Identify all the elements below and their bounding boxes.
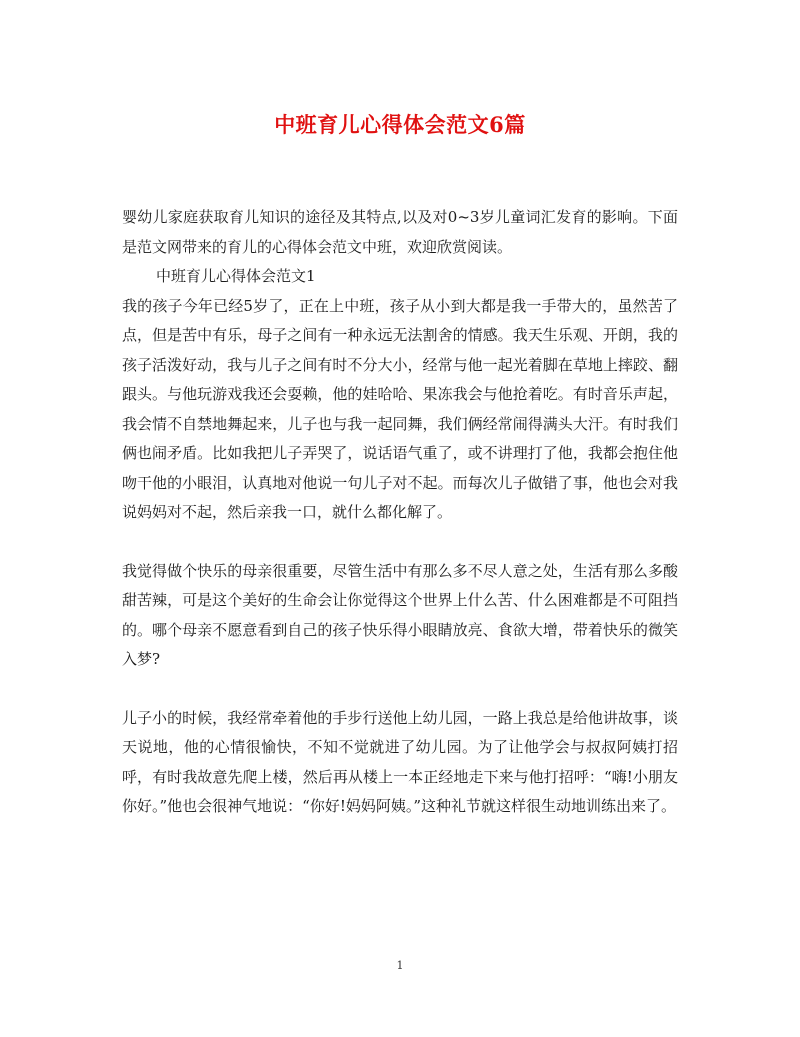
intro-paragraph: 婴幼儿家庭获取育儿知识的途径及其特点,以及对0~3岁儿童词汇发育的影响。下面是范文网带来的育儿的心得体会范文中班，欢迎欣赏阅读。 <box>122 208 678 256</box>
section-heading: 中班育儿心得体会范文1 <box>156 267 316 285</box>
body-paragraph-3: 儿子小的时候，我经常牵着他的手步行送他上幼儿园，一路上我总是给他讲故事，谈天说地，他的心情很愉快，不知不觉就进了幼儿园。为了让他学会与叔叔阿姨打招呼，有时我故意先爬上楼，然后再从楼上一本正经地走下来与他打招呼：“嗨!小朋友你好。”他也会很神气地说：“你好!妈妈阿姨。”这种礼节就这样很生动地训练出来了。 <box>122 708 678 815</box>
body-paragraph-1: 我的孩子今年已经5岁了，正在上中班，孩子从小到大都是我一手带大的，虽然苦了点，但是苦中有乐，母子之间有一种永远无法割舍的情感。我天生乐观、开朗，我的孩子活泼好动，我与儿子之间有时不分大小，经常与他一起光着脚在草地上摔跤、翻跟头。与他玩游戏我还会耍赖，他的娃哈哈、果冻我会与他抢着吃。有时音乐声起，我会情不自禁地舞起来，儿子也与我一起同舞，我们俩经常闹得满头大汗。有时我们俩也闹矛盾。比如我把儿子弄哭了，说话语气重了，或不讲理打了他，我都会抱住他吻干他的小眼泪，认真地对他说一句儿子对不起。而每次儿子做错了事，他也会对我说妈妈对不起，然后亲我一口，就什么都化解了。 <box>122 296 678 521</box>
page-number: 1 <box>396 959 404 972</box>
document-body <box>122 203 678 822</box>
body-paragraph-2: 我觉得做个快乐的母亲很重要，尽管生活中有那么多不尽人意之处，生活有那么多酸甜苦辣，可是这个美好的生命会让你觉得这个世界上什么苦、什么困难都是不可阻挡的。哪个母亲不愿意看到自己的孩子快乐得小眼睛放亮、食欲大增，带着快乐的微笑入梦? <box>122 561 678 668</box>
page-title: 中班育儿心得体会范文6篇 <box>274 112 526 137</box>
